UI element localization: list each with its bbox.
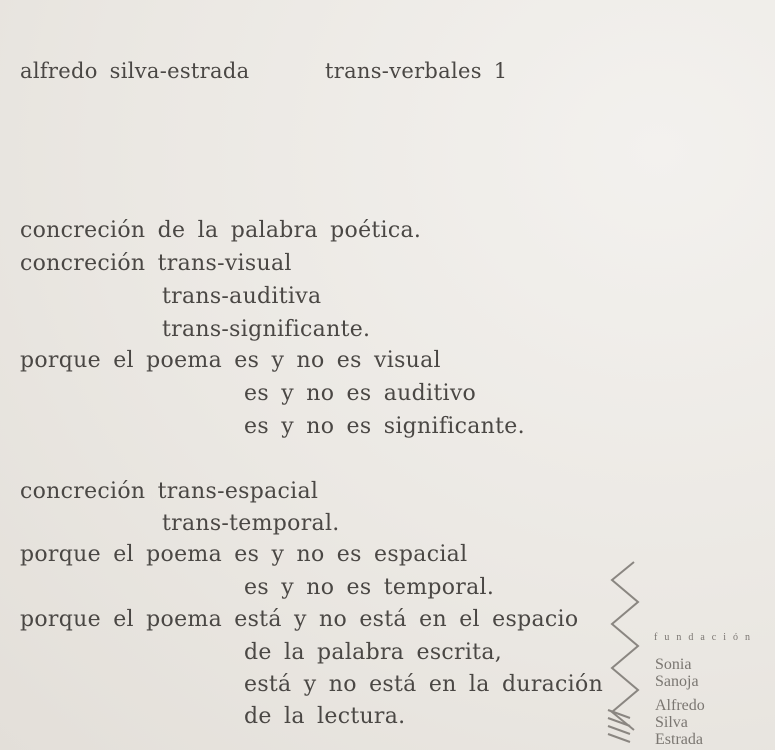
watermark-name-estrada: Estrada: [655, 731, 703, 748]
poem-line: trans-auditiva: [162, 284, 322, 309]
poem-line: es y no es temporal.: [244, 575, 495, 600]
poem-line: porque el poema es y no es visual: [20, 348, 441, 373]
poem-line: concreción trans-espacial: [20, 479, 319, 504]
watermark-name-sonia: Sonia: [655, 656, 692, 673]
watermark-label: fundación: [654, 632, 757, 643]
zigzag-logo-icon: [604, 558, 648, 748]
poem-line: de la palabra escrita,: [244, 640, 503, 665]
poem-line: de la lectura.: [244, 704, 406, 729]
author-name: alfredo silva-estrada: [20, 59, 250, 83]
poem-line: trans-significante.: [162, 317, 371, 342]
watermark-name-alfredo: Alfredo: [655, 697, 705, 714]
poem-line: es y no es significante.: [244, 414, 525, 439]
poem-line: está y no está en la duración: [244, 672, 604, 697]
poem-line: concreción trans-visual: [20, 251, 292, 276]
poem-line: es y no es auditivo: [244, 381, 477, 406]
poem-line: porque el poema es y no es espacial: [20, 542, 468, 567]
poem-line: concreción de la palabra poética.: [20, 218, 422, 243]
poem-line: porque el poema está y no está en el espacio: [20, 607, 579, 632]
watermark-name-silva: Silva: [655, 714, 688, 731]
poem-title: trans-verbales 1: [325, 59, 508, 83]
poem-line: trans-temporal.: [162, 511, 340, 536]
watermark-name-sanoja: Sanoja: [655, 673, 699, 690]
